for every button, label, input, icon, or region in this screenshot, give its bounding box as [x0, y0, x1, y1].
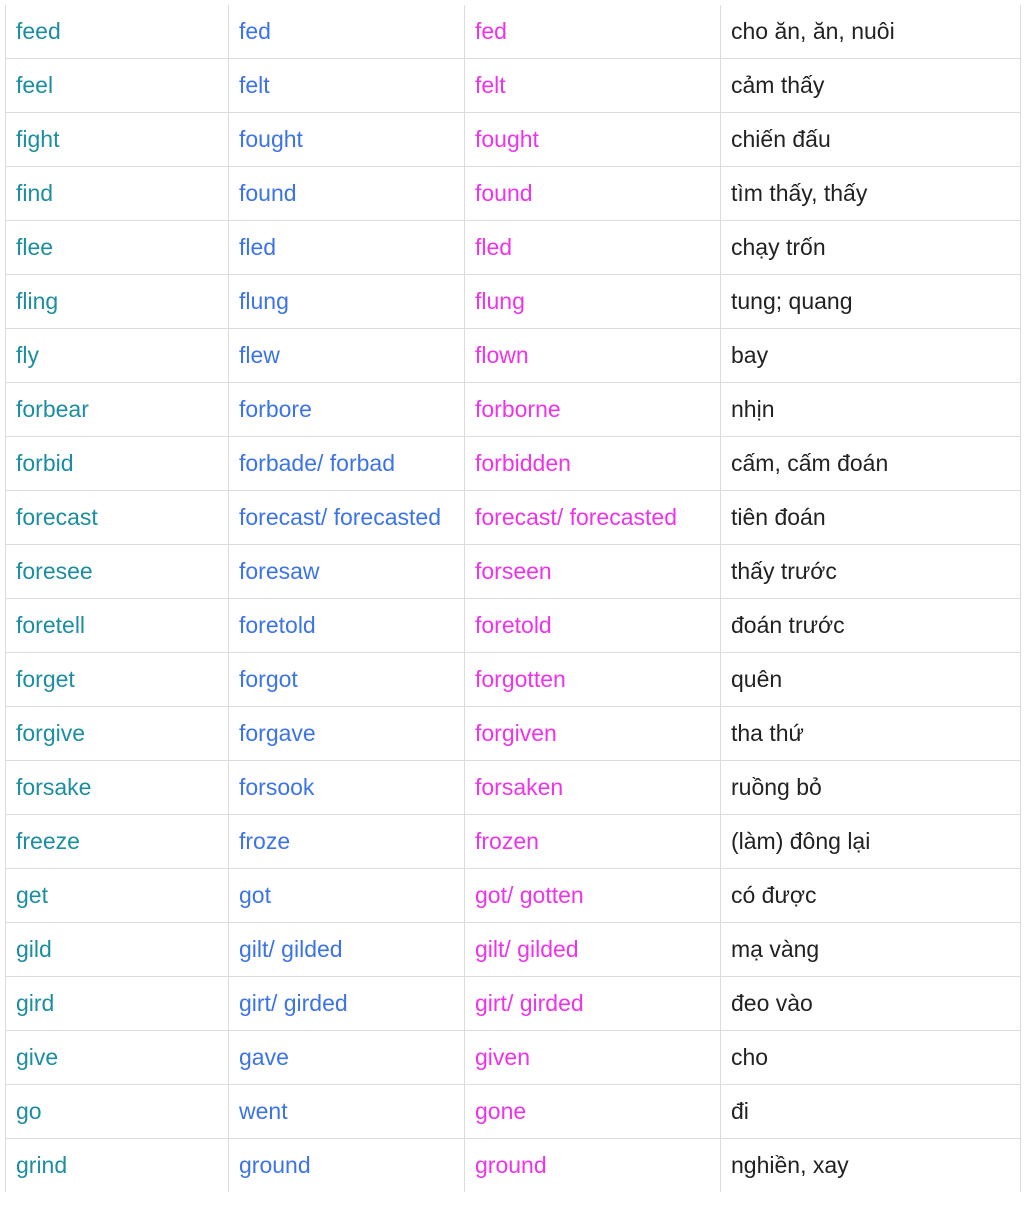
base-form-cell: fling — [6, 275, 229, 329]
past-participle-cell: gone — [465, 1085, 721, 1139]
base-form-cell: get — [6, 869, 229, 923]
table-row — [6, 383, 1021, 437]
past-participle-cell: got/ gotten — [465, 869, 721, 923]
past-simple-cell: forgot — [229, 653, 465, 707]
table-row — [6, 275, 1021, 329]
past-simple-cell: fed — [229, 5, 465, 59]
base-form-cell: grind — [6, 1139, 229, 1193]
past-participle-cell: foretold — [465, 599, 721, 653]
past-simple-cell: felt — [229, 59, 465, 113]
table-row — [6, 815, 1021, 869]
past-simple-cell: foresaw — [229, 545, 465, 599]
table-row — [6, 1031, 1021, 1085]
past-simple-cell: fought — [229, 113, 465, 167]
past-simple-cell: flung — [229, 275, 465, 329]
meaning-cell: tìm thấy, thấy — [721, 167, 1021, 221]
meaning-cell: cảm thấy — [721, 59, 1021, 113]
table-row — [6, 707, 1021, 761]
base-form-cell: give — [6, 1031, 229, 1085]
table-row — [6, 491, 1021, 545]
base-form-cell: fight — [6, 113, 229, 167]
base-form-cell: forgive — [6, 707, 229, 761]
meaning-cell: có được — [721, 869, 1021, 923]
past-simple-cell: gilt/ gilded — [229, 923, 465, 977]
past-participle-cell: felt — [465, 59, 721, 113]
table-row — [6, 1085, 1021, 1139]
past-participle-cell: frozen — [465, 815, 721, 869]
past-participle-cell: given — [465, 1031, 721, 1085]
past-participle-cell: gilt/ gilded — [465, 923, 721, 977]
past-simple-cell: forsook — [229, 761, 465, 815]
table-row — [6, 761, 1021, 815]
table-row — [6, 599, 1021, 653]
meaning-cell: ruồng bỏ — [721, 761, 1021, 815]
base-form-cell: forget — [6, 653, 229, 707]
base-form-cell: feel — [6, 59, 229, 113]
table-row — [6, 653, 1021, 707]
past-simple-cell: flew — [229, 329, 465, 383]
meaning-cell: tha thứ — [721, 707, 1021, 761]
past-simple-cell: ground — [229, 1139, 465, 1193]
past-simple-cell: froze — [229, 815, 465, 869]
past-participle-cell: flung — [465, 275, 721, 329]
meaning-cell: tiên đoán — [721, 491, 1021, 545]
past-simple-cell: forecast/ forecasted — [229, 491, 465, 545]
past-simple-cell: found — [229, 167, 465, 221]
base-form-cell: forsake — [6, 761, 229, 815]
past-participle-cell: forbidden — [465, 437, 721, 491]
past-simple-cell: girt/ girded — [229, 977, 465, 1031]
base-form-cell: find — [6, 167, 229, 221]
table-row — [6, 59, 1021, 113]
table-row — [6, 113, 1021, 167]
meaning-cell: đoán trước — [721, 599, 1021, 653]
past-participle-cell: fled — [465, 221, 721, 275]
meaning-cell: chạy trốn — [721, 221, 1021, 275]
meaning-cell: tung; quang — [721, 275, 1021, 329]
past-participle-cell: forgotten — [465, 653, 721, 707]
past-participle-cell: fed — [465, 5, 721, 59]
base-form-cell: foresee — [6, 545, 229, 599]
base-form-cell: flee — [6, 221, 229, 275]
past-simple-cell: foretold — [229, 599, 465, 653]
meaning-cell: thấy trước — [721, 545, 1021, 599]
base-form-cell: forecast — [6, 491, 229, 545]
base-form-cell: gird — [6, 977, 229, 1031]
meaning-cell: cấm, cấm đoán — [721, 437, 1021, 491]
meaning-cell: cho — [721, 1031, 1021, 1085]
verb-table-body — [6, 5, 1021, 1192]
past-simple-cell: forbade/ forbad — [229, 437, 465, 491]
meaning-cell: cho ăn, ăn, nuôi — [721, 5, 1021, 59]
past-participle-cell: ground — [465, 1139, 721, 1193]
past-participle-cell: found — [465, 167, 721, 221]
past-participle-cell: flown — [465, 329, 721, 383]
table-row — [6, 329, 1021, 383]
meaning-cell: mạ vàng — [721, 923, 1021, 977]
table-row — [6, 923, 1021, 977]
past-simple-cell: forbore — [229, 383, 465, 437]
past-simple-cell: gave — [229, 1031, 465, 1085]
past-simple-cell: went — [229, 1085, 465, 1139]
past-participle-cell: girt/ girded — [465, 977, 721, 1031]
meaning-cell: (làm) đông lại — [721, 815, 1021, 869]
base-form-cell: go — [6, 1085, 229, 1139]
past-participle-cell: fought — [465, 113, 721, 167]
table-row — [6, 545, 1021, 599]
base-form-cell: feed — [6, 5, 229, 59]
base-form-cell: fly — [6, 329, 229, 383]
table-row — [6, 221, 1021, 275]
past-participle-cell: forsaken — [465, 761, 721, 815]
base-form-cell: forbear — [6, 383, 229, 437]
past-simple-cell: got — [229, 869, 465, 923]
table-row — [6, 167, 1021, 221]
past-simple-cell: forgave — [229, 707, 465, 761]
meaning-cell: đeo vào — [721, 977, 1021, 1031]
past-participle-cell: forecast/ forecasted — [465, 491, 721, 545]
past-participle-cell: forborne — [465, 383, 721, 437]
base-form-cell: gild — [6, 923, 229, 977]
meaning-cell: chiến đấu — [721, 113, 1021, 167]
irregular-verbs-table — [5, 5, 1021, 1192]
past-participle-cell: forseen — [465, 545, 721, 599]
past-participle-cell: forgiven — [465, 707, 721, 761]
meaning-cell: quên — [721, 653, 1021, 707]
meaning-cell: nghiền, xay — [721, 1139, 1021, 1193]
table-row — [6, 977, 1021, 1031]
table-row — [6, 869, 1021, 923]
base-form-cell: forbid — [6, 437, 229, 491]
table-row — [6, 1139, 1021, 1193]
table-row — [6, 5, 1021, 59]
base-form-cell: foretell — [6, 599, 229, 653]
past-simple-cell: fled — [229, 221, 465, 275]
meaning-cell: nhịn — [721, 383, 1021, 437]
meaning-cell: bay — [721, 329, 1021, 383]
base-form-cell: freeze — [6, 815, 229, 869]
meaning-cell: đi — [721, 1085, 1021, 1139]
table-row — [6, 437, 1021, 491]
